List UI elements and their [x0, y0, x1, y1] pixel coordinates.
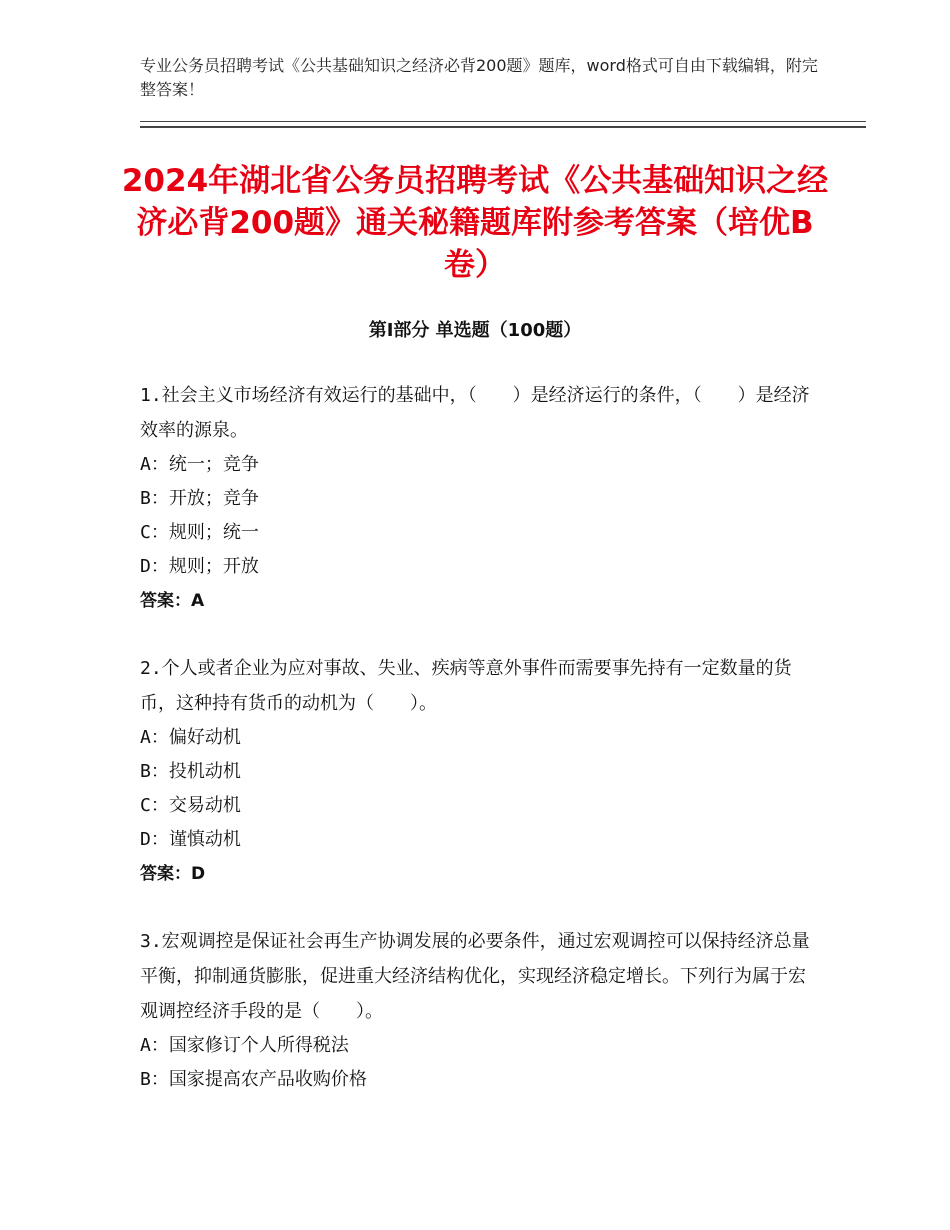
option-c: C：交易动机	[140, 795, 241, 816]
question-stem: 1.社会主义市场经济有效运行的基础中，（ ）是经济运行的条件，（ ）是经济效率的源泉。	[140, 385, 810, 441]
option-a: A：国家修订个人所得税法	[140, 1035, 349, 1056]
question-3	[140, 924, 820, 1097]
answer: 答案：D	[140, 864, 206, 884]
option-a: A：偏好动机	[140, 727, 241, 748]
question-1	[140, 378, 820, 618]
header-divider	[140, 121, 866, 128]
question-stem: 3.宏观调控是保证社会再生产协调发展的必要条件，通过宏观调控可以保持经济总量平衡，抑制通货膨胀，促进重大经济结构优化，实现经济稳定增长。下列行为属于宏观调控经济手段的是（ ）。	[140, 931, 810, 1022]
option-b: B：开放；竞争	[140, 488, 259, 509]
document-title: 2024年湖北省公务员招聘考试《公共基础知识之经济必背200题》通关秘籍题库附参考答案（培优B卷）	[121, 163, 829, 283]
answer: 答案：A	[140, 591, 205, 611]
option-b: B：国家提高农产品收购价格	[140, 1069, 367, 1090]
section-heading: 第Ⅰ部分 单选题（100题）	[368, 320, 582, 341]
option-d: D：规则；开放	[140, 556, 259, 577]
header-note: 专业公务员招聘考试《公共基础知识之经济必背200题》题库，word格式可自由下载编辑，附完整答案！	[140, 56, 818, 99]
option-d: D：谨慎动机	[140, 829, 241, 850]
option-c: C：规则；统一	[140, 522, 259, 543]
question-2	[140, 651, 820, 891]
option-b: B：投机动机	[140, 761, 241, 782]
option-a: A：统一；竞争	[140, 454, 259, 475]
question-stem: 2.个人或者企业为应对事故、失业、疾病等意外事件而需要事先持有一定数量的货币，这种持有货币的动机为（ ）。	[140, 658, 792, 714]
